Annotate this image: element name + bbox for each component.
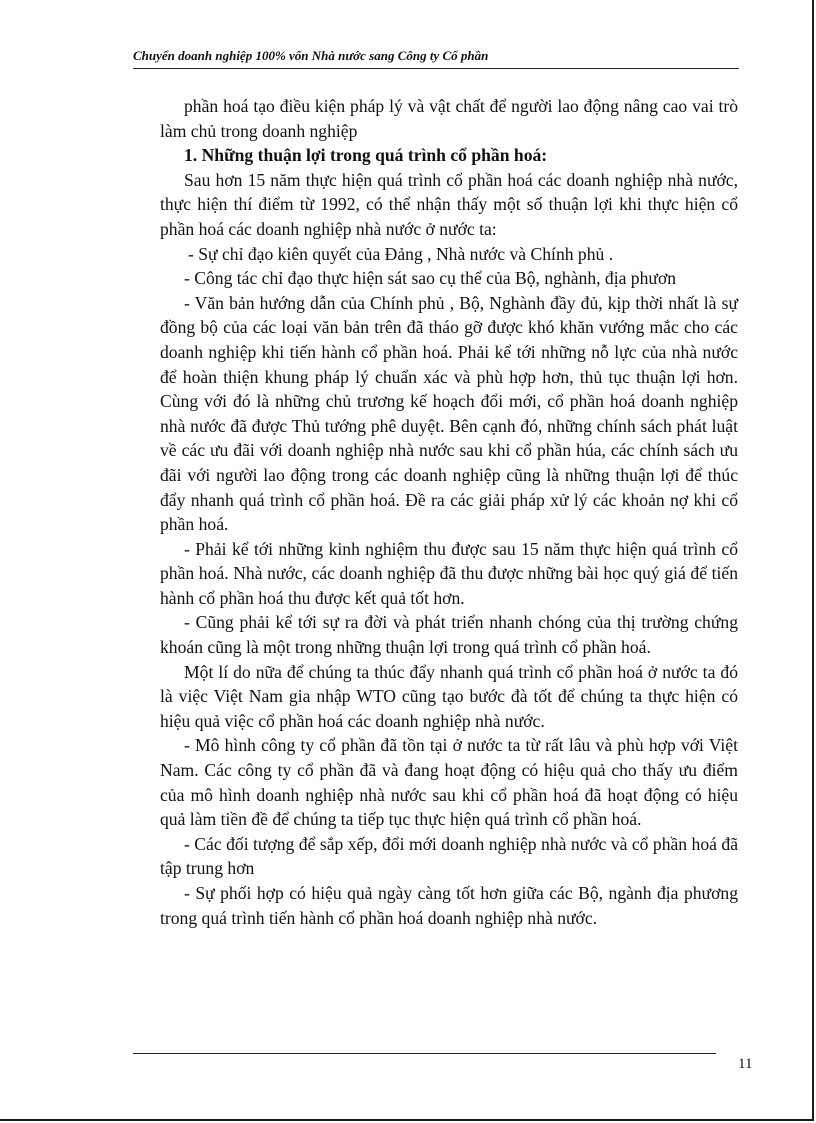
- bullet-item: - Cũng phải kể tới sự ra đời và phát triển nhanh chóng của thị trường chứng khoán cũng là một trong những thuận lợi trong quá trình cổ phần hoá.: [160, 612, 738, 658]
- bullet-item: - Phải kể tới những kinh nghiệm thu được sau 15 năm thực hiện quá trình cổ phần hoá. Nhà nước, các doanh nghiệp đã thu được những bài học quý giá để tiến hành cổ phần hoá thu được kết quả tốt hơn.: [160, 538, 738, 608]
- running-header: Chuyển doanh nghiệp 100% vốn Nhà nước sang Công ty Cổ phần: [133, 48, 739, 69]
- bullet-item: - Các đối tượng để sắp xếp, đổi mới doanh nghiệp nhà nước và cổ phần hoá đã tập trung hơn: [160, 833, 738, 879]
- bullet-item: - Mô hình công ty cổ phần đã tồn tại ở nước ta từ rất lâu và phù hợp với Việt Nam. Các công ty cổ phần đã và đang hoạt động có hiệu quả cho thấy ưu điểm của mô hình doanh nghiệp nhà nước sau khi cổ phần hoá đã hoạt động có hiệu quả làm tiền đề để chúng ta tiếp tục thực hiện quá trình cổ phần hoá.: [160, 735, 738, 830]
- paragraph-intro: Sau hơn 15 năm thực hiện quá trình cổ phần hoá các doanh nghiệp nhà nước, thực hiện thí điểm từ 1992, có thể nhận thấy một số thuận lợi khi thực hiện cổ phần hoá các doanh nghiệp nhà nước ở nước ta:: [160, 169, 738, 239]
- bullet-item: - Sự phối hợp có hiệu quả ngày càng tốt hơn giữa các Bộ, ngành địa phương trong quá trình tiến hành cổ phần hoá doanh nghiệp nhà nước.: [160, 883, 738, 928]
- bullet-item: - Văn bản hướng dẫn của Chính phủ , Bộ, Nghành đầy đủ, kịp thời nhất là sự đồng bộ của các loại văn bản trên đã tháo gỡ được khó khăn vướng mắc cho các doanh nghiệp khi tiến hành cổ phần hoá. Phải kể tới những nỗ lực của nhà nước để hoàn thiện khung pháp lý chuẩn xác và phù hợp hơn, thủ tục thuận lợi hơn. Cùng với đó là những chủ trương kế hoạch đổi mới, cổ phần hoá doanh nghiệp nhà nước đã được Thủ tướng phê duyệt. Bên cạnh đó, những chính sách phát luật về các ưu đãi với doanh nghiệp nhà nước sau khi cổ phần húa, các chính sách ưu đãi với người lao động trong các doanh nghiệp cũng là những thuận lợi để thúc đẩy nhanh quá trình cổ phần hoá. Đề ra các giải pháp xử lý các khoản nợ khi cổ phần hoá.: [160, 292, 738, 535]
- paragraph: Một lí do nữa để chúng ta thúc đẩy nhanh quá trình cổ phần hoá ở nước ta đó là việc Việt Nam gia nhập WTO cũng tạo bước đà tốt để chúng ta thực hiện có hiệu quả việc cổ phần hoá các doanh nghiệp nhà nước.: [160, 661, 738, 731]
- bullet-item: - Công tác chỉ đạo thực hiện sát sao cụ thể của Bộ, nghành, địa phươn: [184, 268, 677, 289]
- bullet-item: - Sự chỉ đạo kiên quyết của Đảng , Nhà nước và Chính phủ .: [188, 243, 614, 264]
- footer-rule: [133, 1053, 716, 1054]
- section-heading: 1. Những thuận lợi trong quá trình cổ phần hoá:: [184, 145, 548, 166]
- document-body: [160, 94, 738, 930]
- page-number: 11: [738, 1056, 753, 1072]
- paragraph-continuation: phần hoá tạo điều kiện pháp lý và vật chất để người lao động nâng cao vai trò làm chủ trong doanh nghiệp: [160, 96, 738, 141]
